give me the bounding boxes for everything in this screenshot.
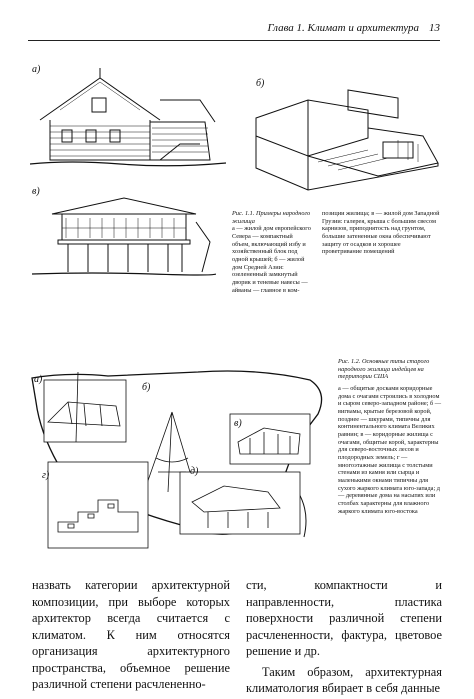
fig2-label-g: г)	[42, 470, 50, 481]
fig1-label-b: б)	[256, 78, 265, 89]
figure1-caption-text-1: а — жилой дом европейского Севера — компактный объем, включающий избу и хозяйственный блок под одной крышей; б — жилой дом Средней Азии: озелененный замкнутый дворик и теневые навесы — айваны — главное в ком-	[232, 225, 311, 294]
figure-2-usa-map	[28, 362, 336, 567]
fig2-label-b: б)	[142, 382, 151, 393]
figure1-caption-col2	[322, 210, 440, 256]
running-title: Глава 1. Климат и архитектура	[267, 22, 419, 34]
fig2-label-a: а)	[34, 374, 43, 385]
figure-1c-georgian-house	[32, 192, 216, 282]
fig1-label-a: а)	[32, 64, 41, 75]
fig1-label-c: в)	[32, 186, 40, 197]
figure-1b-courtyard-house	[248, 78, 444, 198]
body-paragraph-1: назвать категории архитектурной композиции, при выборе которых архитектор всегда считается с климатом. К ним относятся организация архитектурного пространства, объемное решение различной степени расчлененно-	[32, 578, 230, 691]
fig2-label-d: д)	[190, 466, 199, 477]
fig2-label-c: в)	[234, 418, 242, 429]
body-text-col2	[246, 577, 442, 697]
figure2-caption-title: Рис. 1.2. Основные типы старого народного жилища индейцев на территории США	[338, 358, 430, 381]
figure1-caption-title: Рис. 1.1. Примеры народного жилища	[232, 210, 311, 225]
figure2-caption-text: а — общитые досками коридорные дома с очагами строились в холодном и сыром северо-западном районе; б — вигвамы, крытые березовой корой, позднее — шкурами, типичны для континентального климата Великих равнин; в — коридорные жилища с очагами, общитые корой, характерны для северо-восточных лесов и плодородных земель; г — многоэтажные жилища с толстыми стенами из камня или сырца и маленькими окнами типичны для сухого жаркого климата юго-запада; д — деревянные дома на насыпях или столбах характерны для влажного жаркого климата юго-востока	[338, 385, 442, 515]
figure-1a-northern-house	[30, 60, 226, 172]
figure1-caption-text-2: позиции жилища; в — жилой дом Западной Грузии: галерея, крыша с большим свесом карнизов, приподнятость над грунтом, большие затененные окна обеспечивают защиту от осадков и хорошее проветривание помещений	[322, 210, 440, 256]
page-number: 13	[429, 22, 440, 34]
body-paragraph-3: Таким образом, архитектурная климатология вбирает в себя данные	[246, 664, 442, 695]
body-text-col1	[32, 577, 230, 693]
header-rule	[28, 40, 440, 41]
figure2-caption	[338, 358, 442, 515]
figure1-caption-col1	[232, 210, 312, 294]
body-paragraph-2: сти, компактности и направленности, пластика поверхности различной степени расчлененности, фактура, цветовое решение и др.	[246, 578, 442, 658]
